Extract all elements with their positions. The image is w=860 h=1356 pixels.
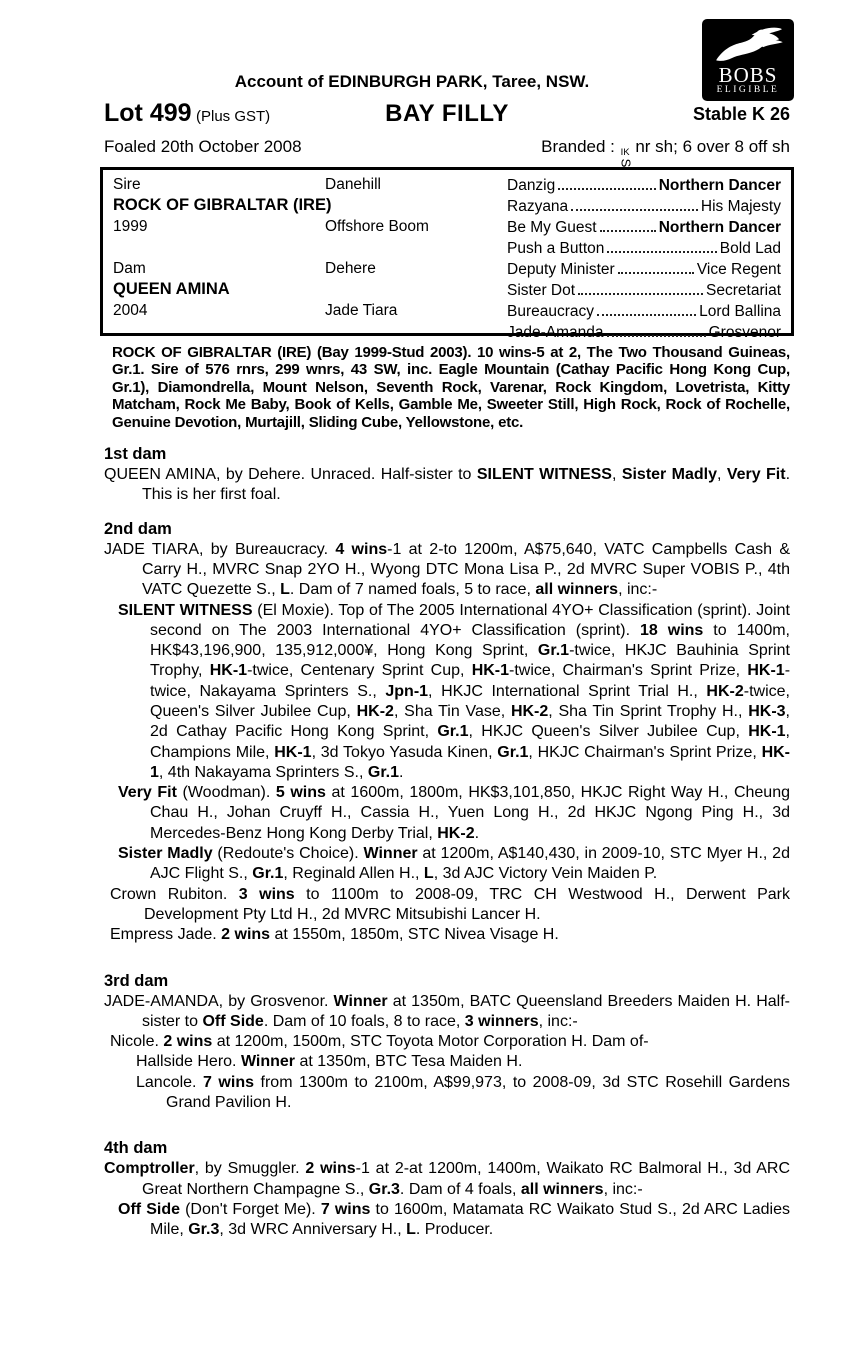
ancestor-name: Sister Dot <box>507 282 576 299</box>
logo-text-bobs: BOBS <box>718 63 778 87</box>
section-heading: 4th dam <box>104 1139 168 1158</box>
pedigree-entry: Nicole. 2 wins at 1200m, 1500m, STC Toyota Motor Corporation H. Dam of- <box>110 1033 649 1051</box>
empty-cell <box>325 321 507 342</box>
section-entries <box>104 465 790 506</box>
section-4th-dam <box>104 1139 790 1240</box>
branded-info: Branded : IK S nr sh; 6 over 8 off sh <box>541 137 790 168</box>
dam-label: Dam <box>113 259 146 277</box>
pedigree-cross-row <box>507 258 781 279</box>
horse-head-icon <box>708 24 788 66</box>
section-entries <box>104 992 790 1114</box>
pedigree-cross-row <box>507 279 781 300</box>
ancestor-parent: Grosvenor <box>708 324 781 341</box>
ancestor-parent: Northern Dancer <box>658 219 781 236</box>
pedigree-cross-row <box>507 300 781 321</box>
ancestor-parent: Northern Dancer <box>658 177 781 194</box>
lot-row <box>104 99 790 131</box>
ancestor-parent: His Majesty <box>700 198 781 215</box>
dotted-leader <box>571 209 698 211</box>
pedigree-entry: Sister Madly (Redoute's Choice). Winner at 1200m, A$140,430, in 2009-10, STC Myer H., 2d AJC Flight S., Gr.1, Reginald Allen H., L, 3d AJC Victory Vein Maiden P. <box>118 845 790 883</box>
empty-cell <box>325 279 507 300</box>
ancestor-name: Deputy Minister <box>507 261 615 278</box>
pedigree-cross-row <box>507 237 781 258</box>
section-heading: 2nd dam <box>104 519 172 538</box>
ancestor-name: Danzig <box>507 177 556 194</box>
horse-description: BAY FILLY <box>385 100 509 127</box>
sire-name: ROCK OF GIBRALTAR (IRE) <box>113 196 332 214</box>
empty-cell <box>113 321 325 342</box>
empty-cell <box>325 237 507 258</box>
empty-cell <box>325 195 507 216</box>
sire-race-record: ROCK OF GIBRALTAR (IRE) (Bay 1999-Stud 2003). 10 wins-5 at 2, The Two Thousand Guineas, Gr.1. Sire of 576 rnrs, 299 wnrs, 43 SW, inc. Eagle Mountain (Cathay Pacific Hong Kong Cup, Gr.1), Diamondrella, Mount Nelson, Seventh Rock, Varenar, Rock Kingdom, Lovetrista, Kitty Matcham, Rock Me Baby, Book of Kells, Gamble Me, Sweeter Still, High Rock, Rock of Rochelle, Genuine Devotion, Murtajill, Sliding Cube, Yellowstone, etc. <box>112 344 790 431</box>
ancestor-parent: Vice Regent <box>696 261 781 278</box>
stable-number: Stable K 26 <box>692 104 790 124</box>
dam-name: QUEEN AMINA <box>113 280 230 298</box>
pedigree-cross-row <box>507 195 781 216</box>
ancestor-name: Push a Button <box>507 240 605 257</box>
pedigree-cross-row <box>507 321 781 342</box>
pedigree-entry: JADE TIARA, by Bureaucracy. 4 wins-1 at 2-to 1200m, A$75,640, VATC Campbells Cash & Carry H., MVRC Snap 2YO H., Wyong DTC Mona Lisa P., 2d MVRC Super VOBIS P., 4th VATC Quezette S., L. Dam of 7 named foals, 5 to race, all winners, inc:- <box>104 540 791 599</box>
foaled-branded-row <box>104 137 790 169</box>
brand-mark-icon: IK S <box>618 147 634 168</box>
section-1st-dam <box>104 445 790 506</box>
pedigree-entry: Hallside Hero. Winner at 1350m, BTC Tesa Maiden H. <box>136 1053 523 1071</box>
dam-year: 2004 <box>113 301 148 319</box>
foaled-date: Foaled 20th October 2008 <box>104 137 302 156</box>
account-line: Account of EDINBURGH PARK, Taree, NSW. <box>234 72 590 91</box>
logo-text-eligible: ELIGIBLE <box>716 85 780 95</box>
dam-sire: Dehere <box>325 259 376 277</box>
catalogue-body <box>104 344 790 1241</box>
pedigree-entry: Lancole. 7 wins from 1300m to 2100m, A$99,973, to 2008-09, 3d STC Rosehill Gardens Grand Pavilion H. <box>136 1073 791 1112</box>
ancestor-parent: Secretariat <box>706 282 781 299</box>
dotted-leader <box>558 188 655 190</box>
sire-sire: Danehill <box>325 175 382 193</box>
section-heading: 3rd dam <box>104 971 169 990</box>
ancestor-name: Jade-Amanda <box>507 324 604 341</box>
dotted-leader <box>607 251 716 253</box>
ancestor-parent: Lord Ballina <box>699 303 781 320</box>
dotted-leader <box>578 293 703 295</box>
pedigree-entry: SILENT WITNESS (El Moxie). Top of The 2005 International 4YO+ Classification (sprint). Joint second on The 2003 International 4YO+ Classification (sprint). 18 wins to 1400m, HK$43,196,900, 135,912,000¥, Hong Kong Sprint, Gr.1-twice, HKJC Bauhinia Sprint Trophy, HK-1-twice, Centenary Sprint Cup, HK-1-twice, Chairman's Sprint Prize, HK-1-twice, Nakayama Sprinters S., Jpn-1, HKJC International Sprint Trial H., HK-2-twice, Queen's Silver Jubilee Cup, HK-2, Sha Tin Vase, HK-2, Sha Tin Sprint Trophy H., HK-3, 2d Cathay Pacific Hong Kong Sprint, Gr.1, HKJC Queen's Silver Jubilee Cup, HK-1, Champions Mile, HK-1, 3d Tokyo Yasuda Kinen, Gr.1, HKJC Chairman's Sprint Prize, HK-1, 4th Nakayama Sprinters S., Gr.1. <box>118 601 791 781</box>
dotted-leader <box>618 272 694 274</box>
pedigree-entry: Crown Rubiton. 3 wins to 1100m to 2008-09, TRC CH Westwood H., Derwent Park Development Pty Ltd H., 2d MVRC Mitsubishi Lancer H. <box>110 885 791 923</box>
ancestor-name: Be My Guest <box>507 219 597 236</box>
pedigree-cross-row <box>507 216 781 237</box>
sire-label: Sire <box>113 175 141 193</box>
pedigree-entry: QUEEN AMINA, by Dehere. Unraced. Half-sister to SILENT WITNESS, Sister Madly, Very Fit. This is her first foal. <box>104 466 791 504</box>
sire-dam: Offshore Boom <box>325 217 429 235</box>
pedigree-entry: JADE-AMANDA, by Grosvenor. Winner at 1350m, BATC Queensland Breeders Maiden H. Half-sister to Off Side. Dam of 10 foals, 8 to race, 3 winners, inc:- <box>104 992 790 1030</box>
pedigree-entry: Empress Jade. 2 wins at 1550m, 1850m, STC Nivea Visage H. <box>110 926 559 944</box>
ancestor-name: Razyana <box>507 198 569 215</box>
section-3rd-dam <box>104 972 790 1114</box>
ancestor-name: Bureaucracy <box>507 303 595 320</box>
ancestor-parent: Bold Lad <box>719 240 781 257</box>
dotted-leader <box>597 314 696 316</box>
sire-year: 1999 <box>113 217 148 235</box>
section-heading: 1st dam <box>104 445 167 464</box>
dotted-leader <box>600 230 656 232</box>
pedigree-cross-row <box>507 174 781 195</box>
pedigree-entry: Comptroller, by Smuggler. 2 wins-1 at 2-at 1200m, 1400m, Waikato RC Balmoral H., 3d ARC Great Northern Champagne S., Gr.3. Dam of 4 foals, all winners, inc:- <box>104 1160 791 1198</box>
pedigree-entry: Off Side (Don't Forget Me). 7 wins to 1600m, Matamata RC Waikato Stud S., 2d ARC Ladies Mile, Gr.3, 3d WRC Anniversary H., L. Producer. <box>118 1200 791 1239</box>
empty-cell <box>113 237 325 258</box>
dam-dam: Jade Tiara <box>325 301 398 319</box>
dotted-leader <box>607 335 706 337</box>
lot-gst-note: (Plus GST) <box>195 108 271 125</box>
section-entries <box>104 1159 790 1240</box>
pedigree-entry: Very Fit (Woodman). 5 wins at 1600m, 1800m, HK$3,101,850, HKJC Right Way H., Cheung Chau H., Johan Cruyff H., Cassia H., Yuen Long H., 2d HKJC Ngong Ping H., 3d Mercedes-Benz Hong Kong Derby Trial, HK-2. <box>118 784 791 842</box>
section-2nd-dam <box>104 520 790 946</box>
pedigree-table <box>100 167 794 341</box>
section-entries <box>104 540 790 946</box>
lot-number: Lot 499 <box>104 99 192 127</box>
